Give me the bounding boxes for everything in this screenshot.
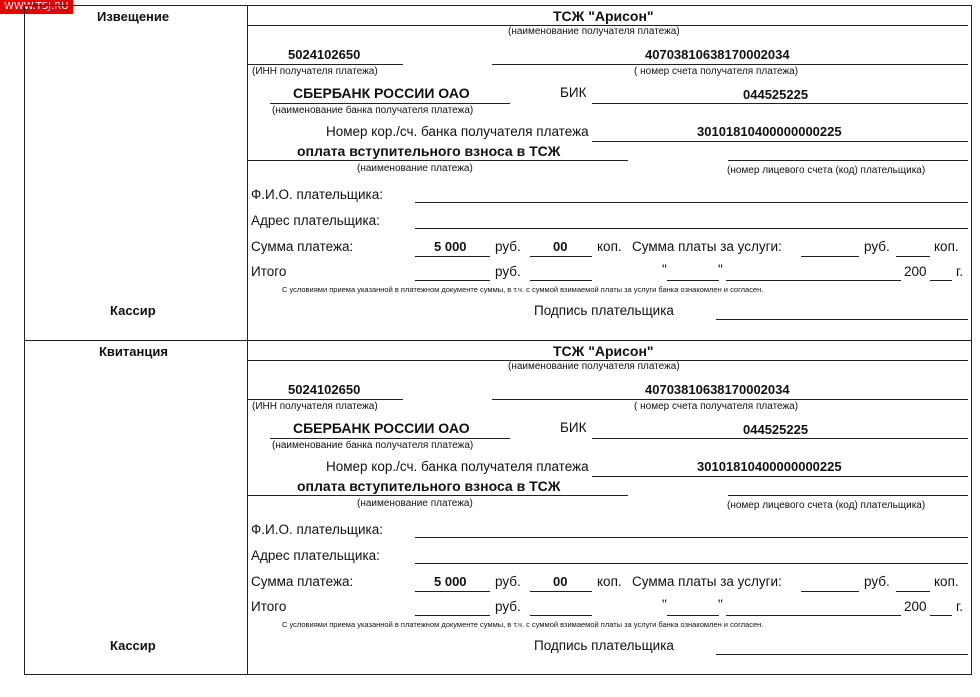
terms-text: С условиями приема указанной в платежном документе суммы, в т.ч. с суммой взимаемой платы за услуги банка ознакомлен и согласен. — [282, 285, 764, 294]
year-line[interactable] — [930, 280, 952, 281]
year-suffix: г. — [956, 264, 964, 279]
total-kop-line[interactable] — [530, 615, 592, 616]
date-month-line[interactable] — [726, 615, 901, 616]
personal-account-line[interactable] — [728, 160, 968, 161]
inn-caption: (ИНН получателя платежа) — [252, 66, 378, 77]
inn-line[interactable] — [248, 399, 403, 400]
date-day-line[interactable] — [667, 615, 719, 616]
bik-line[interactable] — [592, 438, 968, 439]
total-rub-line[interactable] — [415, 280, 490, 281]
account-line[interactable] — [492, 399, 968, 400]
service-rub-label: руб. — [864, 574, 890, 589]
inn-value: 5024102650 — [288, 47, 361, 62]
total-label: Итого — [251, 599, 287, 614]
service-kop-line[interactable] — [896, 256, 930, 257]
bik-label: БИК — [560, 420, 587, 435]
corr-label: Номер кор./сч. банка получателя платежа — [326, 459, 589, 474]
purpose-value: оплата вступительного взноса в ТСЖ — [297, 143, 561, 159]
address-label: Адрес плательщика: — [251, 548, 380, 563]
side-title: Квитанция — [99, 344, 168, 359]
signature-line[interactable] — [716, 319, 968, 320]
service-label: Сумма платы за услуги: — [632, 574, 782, 589]
signature-line[interactable] — [716, 654, 968, 655]
purpose-caption: (наименование платежа) — [357, 163, 473, 174]
bank-caption: (наименование банка получателя платежа) — [272, 105, 474, 116]
service-kop-label: коп. — [934, 574, 959, 589]
sum-label: Сумма платежа: — [251, 239, 354, 254]
total-kop-line[interactable] — [530, 280, 592, 281]
quote-close: " — [718, 597, 723, 612]
personal-account-caption: (номер лицевого счета (код) плательщика) — [727, 165, 926, 176]
total-rub-label: руб. — [495, 264, 521, 279]
corr-value: 30101810400000000225 — [697, 124, 842, 139]
fio-label: Ф.И.О. плательщика: — [251, 522, 383, 537]
quote-open: " — [662, 262, 667, 277]
service-label: Сумма платы за услуги: — [632, 239, 782, 254]
sum-rub-value: 5 000 — [434, 239, 467, 254]
purpose-value: оплата вступительного взноса в ТСЖ — [297, 478, 561, 494]
recipient-name: ТСЖ "Арисон" — [553, 343, 654, 359]
inn-value: 5024102650 — [288, 382, 361, 397]
recipient-caption: (наименование получателя платежа) — [508, 361, 680, 372]
personal-account-caption: (номер лицевого счета (код) плательщика) — [727, 500, 926, 511]
service-rub-line[interactable] — [801, 591, 859, 592]
service-rub-label: руб. — [864, 239, 890, 254]
service-kop-label: коп. — [934, 239, 959, 254]
cashier-label: Кассир — [110, 638, 156, 653]
inn-line[interactable] — [248, 64, 403, 65]
bik-label: БИК — [560, 85, 587, 100]
account-line[interactable] — [492, 64, 968, 65]
terms-text: С условиями приема указанной в платежном документе суммы, в т.ч. с суммой взимаемой платы за услуги банка ознакомлен и согласен. — [282, 620, 764, 629]
bank-line[interactable] — [270, 438, 510, 439]
signature-label: Подпись плательщика — [534, 303, 674, 318]
cashier-label: Кассир — [110, 303, 156, 318]
fio-label: Ф.И.О. плательщика: — [251, 187, 383, 202]
purpose-caption: (наименование платежа) — [357, 498, 473, 509]
sum-rub-value: 5 000 — [434, 574, 467, 589]
account-caption: ( номер счета получателя платежа) — [634, 401, 799, 412]
bank-caption: (наименование банка получателя платежа) — [272, 440, 474, 451]
bik-line[interactable] — [592, 103, 968, 104]
address-line[interactable] — [415, 228, 968, 229]
year-prefix: 200 — [904, 264, 927, 279]
recipient-caption: (наименование получателя платежа) — [508, 26, 680, 37]
kop-label: коп. — [597, 574, 622, 589]
purpose-line[interactable] — [248, 160, 628, 161]
signature-label: Подпись плательщика — [534, 638, 674, 653]
watermark: WWW.TSJ.RU — [0, 0, 73, 14]
bank-line[interactable] — [270, 103, 510, 104]
year-prefix: 200 — [904, 599, 927, 614]
account-caption: ( номер счета получателя платежа) — [634, 66, 799, 77]
account-value: 40703810638170002034 — [645, 382, 790, 397]
kop-label: коп. — [597, 239, 622, 254]
address-label: Адрес плательщика: — [251, 213, 380, 228]
corr-line[interactable] — [592, 141, 968, 142]
bik-value: 044525225 — [743, 87, 809, 102]
fio-line[interactable] — [415, 537, 968, 538]
corr-line[interactable] — [592, 476, 968, 477]
notice-section — [0, 0, 980, 335]
quote-close: " — [718, 262, 723, 277]
rub-label: руб. — [495, 574, 521, 589]
date-month-line[interactable] — [726, 280, 901, 281]
quote-open: " — [662, 597, 667, 612]
year-suffix: г. — [956, 599, 964, 614]
sum-rub-line[interactable] — [415, 591, 490, 592]
corr-label: Номер кор./сч. банка получателя платежа — [326, 124, 589, 139]
personal-account-line[interactable] — [728, 495, 968, 496]
service-rub-line[interactable] — [801, 256, 859, 257]
address-line[interactable] — [415, 563, 968, 564]
recipient-name: ТСЖ "Арисон" — [553, 8, 654, 24]
date-day-line[interactable] — [667, 280, 719, 281]
year-line[interactable] — [930, 615, 952, 616]
bank-value: СБЕРБАНК РОССИИ ОАО — [293, 420, 470, 436]
sum-rub-line[interactable] — [415, 256, 490, 257]
fio-line[interactable] — [415, 202, 968, 203]
sum-kop-line[interactable] — [530, 256, 592, 257]
sum-label: Сумма платежа: — [251, 574, 354, 589]
sum-kop-value: 00 — [553, 574, 568, 589]
total-label: Итого — [251, 264, 287, 279]
sum-kop-line[interactable] — [530, 591, 592, 592]
total-rub-line[interactable] — [415, 615, 490, 616]
purpose-line[interactable] — [248, 495, 628, 496]
corr-value: 30101810400000000225 — [697, 459, 842, 474]
service-kop-line[interactable] — [896, 591, 930, 592]
bank-value: СБЕРБАНК РОССИИ ОАО — [293, 85, 470, 101]
bik-value: 044525225 — [743, 422, 809, 437]
account-value: 40703810638170002034 — [645, 47, 790, 62]
total-rub-label: руб. — [495, 599, 521, 614]
sum-kop-value: 00 — [553, 239, 568, 254]
rub-label: руб. — [495, 239, 521, 254]
inn-caption: (ИНН получателя платежа) — [252, 401, 378, 412]
receipt-section — [0, 335, 980, 670]
side-title: Извещение — [97, 9, 170, 24]
